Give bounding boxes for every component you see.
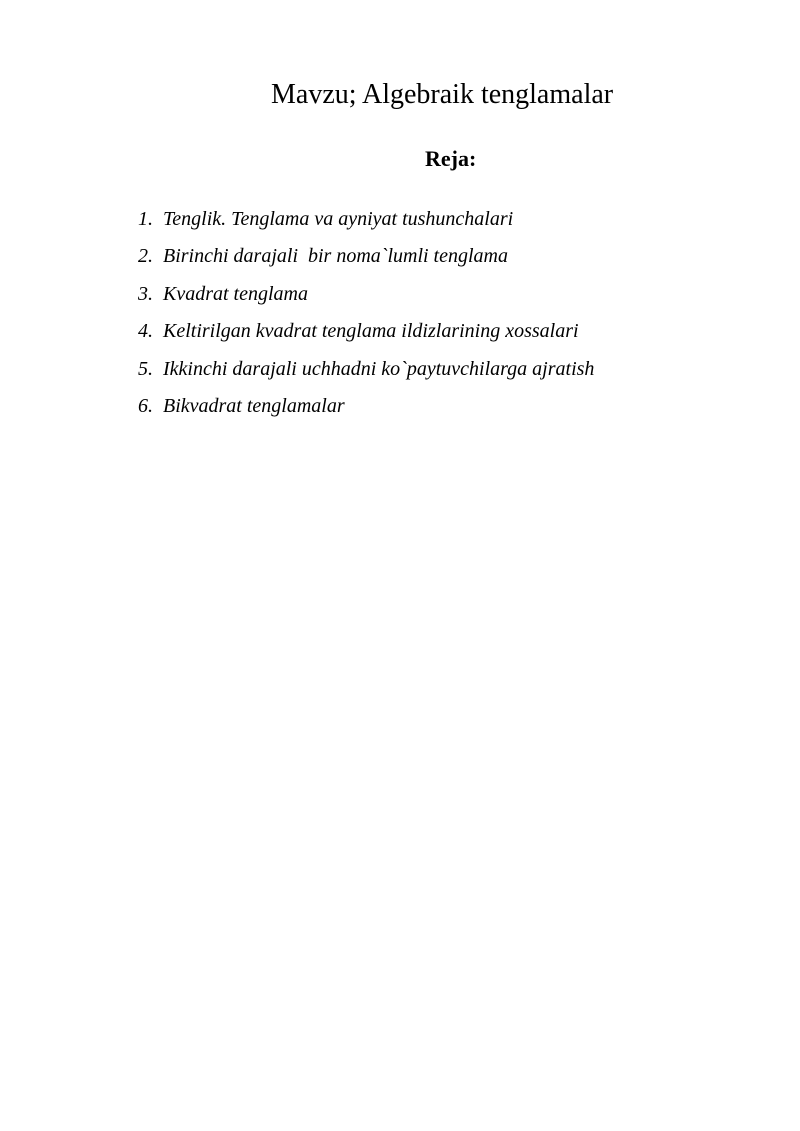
plan-item-text: Kvadrat tenglama [163,282,308,305]
plan-item-number: 4. [138,320,153,343]
plan-item-1 [138,204,594,241]
plan-list [138,204,594,428]
plan-item-text: Bikvadrat tenglamalar [163,394,345,417]
plan-item-6 [138,391,594,428]
plan-item-number: 1. [138,208,153,230]
plan-item-number: 6. [138,394,153,417]
plan-item-text: Tenglik. Tenglama va ayniyat tushunchalari [163,208,514,230]
plan-item-text: Ikkinchi darajali uchhadni ko`paytuvchilarga ajratish [163,357,595,380]
plan-item-4 [138,316,594,353]
plan-item-number: 3. [138,282,153,305]
plan-item-number: 2. [138,245,153,268]
plan-heading: Reja: [425,146,477,171]
plan-item-number: 5. [138,357,153,380]
plan-item-text: Keltirilgan kvadrat tenglama ildizlarining xossalari [163,320,579,343]
plan-item-text: Birinchi darajali bir noma`lumli tenglama [163,245,508,268]
plan-item-3 [138,279,594,316]
document-title: Mavzu; Algebraik tenglamalar [271,79,614,110]
plan-item-5 [138,354,594,391]
plan-item-2 [138,241,594,278]
